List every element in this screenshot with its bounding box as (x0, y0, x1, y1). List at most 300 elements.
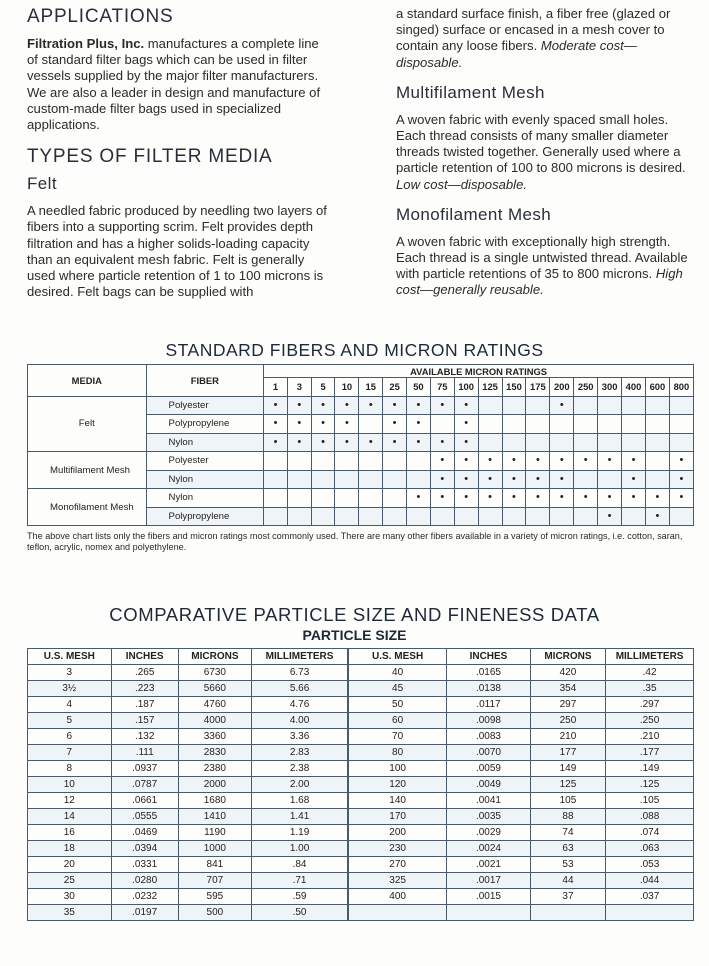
empty-cell (359, 415, 383, 434)
particle-cell: .71 (252, 873, 349, 889)
available-dot: • (287, 415, 311, 434)
empty-cell (311, 507, 335, 526)
particle-cell: 2.83 (252, 745, 349, 761)
particle-row (28, 729, 694, 745)
particle-cell: .250 (606, 713, 694, 729)
felt-continued-text: a standard surface finish, a fiber free (glazed or singed) surface or encased in a mesh cover to contain any loose fibers. (396, 6, 671, 54)
particle-cell: 70 (348, 729, 447, 745)
empty-cell (550, 507, 574, 526)
particle-cell: 4 (28, 697, 112, 713)
fiber-cell: Polyester (146, 396, 264, 415)
particle-cell: 1.19 (252, 825, 349, 841)
particle-cell: .0280 (111, 873, 178, 889)
empty-cell (502, 433, 526, 452)
particle-row (28, 857, 694, 873)
available-dot: • (335, 433, 359, 452)
rating-header: 100 (454, 378, 478, 397)
particle-cell: 10 (28, 777, 112, 793)
particle-cell: 53 (530, 857, 605, 873)
rating-header: 50 (407, 378, 431, 397)
available-dot: • (335, 415, 359, 434)
available-dot: • (454, 415, 478, 434)
particle-cell: 2.00 (252, 777, 349, 793)
fibers-table-body (28, 396, 694, 526)
particle-cell: 177 (530, 745, 605, 761)
available-dot: • (526, 489, 550, 508)
particle-cell: .35 (606, 681, 694, 697)
rating-header: 175 (526, 378, 550, 397)
monofilament-cost: High cost—generally reusable. (396, 266, 683, 298)
empty-cell (645, 452, 669, 471)
particle-cell: .0098 (447, 713, 531, 729)
available-dot: • (645, 489, 669, 508)
particle-column-header: INCHES (111, 649, 178, 665)
particle-cell: .210 (606, 729, 694, 745)
particle-cell: .157 (111, 713, 178, 729)
particle-cell: 25 (28, 873, 112, 889)
particle-cell: .0937 (111, 761, 178, 777)
empty-cell (264, 470, 288, 489)
empty-cell (359, 507, 383, 526)
fiber-cell: Nylon (146, 489, 264, 508)
particle-cell: .0787 (111, 777, 178, 793)
empty-cell (598, 470, 622, 489)
available-dot: • (287, 433, 311, 452)
particle-cell: 1.41 (252, 809, 349, 825)
particle-cell: .0029 (447, 825, 531, 841)
particle-cell: 2380 (178, 761, 251, 777)
particle-cell: 16 (28, 825, 112, 841)
available-dot: • (478, 470, 502, 489)
available-dot: • (335, 396, 359, 415)
particle-header-row (28, 649, 694, 665)
particle-cell: .0331 (111, 857, 178, 873)
empty-cell (478, 415, 502, 434)
particle-cell: 1000 (178, 841, 251, 857)
particle-cell: .0469 (111, 825, 178, 841)
particle-cell: 18 (28, 841, 112, 857)
empty-cell (622, 507, 646, 526)
particle-cell: 1.00 (252, 841, 349, 857)
fiber-row (28, 452, 694, 471)
particle-cell: .0059 (447, 761, 531, 777)
particle-cell: .0017 (447, 873, 531, 889)
particle-cell: .0024 (447, 841, 531, 857)
particle-table (27, 648, 694, 921)
multifilament-text: A woven fabric with evenly spaced small holes. Each thread consists of many smaller diameter threads twisted together. Generally used where a particle retention of 100 to 800 microns is desired. (396, 111, 686, 176)
particle-cell: 60 (348, 713, 447, 729)
particle-column-header: MILLIMETERS (606, 649, 694, 665)
empty-cell (669, 507, 693, 526)
empty-cell (669, 433, 693, 452)
monofilament-paragraph (396, 234, 696, 299)
empty-cell (502, 396, 526, 415)
particle-cell: 125 (530, 777, 605, 793)
fiber-row (28, 396, 694, 415)
particle-cell: 100 (348, 761, 447, 777)
available-dot: • (526, 452, 550, 471)
ratings-column-header: AVAILABLE MICRON RATINGS (264, 365, 694, 378)
particle-cell: 37 (530, 889, 605, 905)
particle-cell (348, 905, 447, 921)
particle-cell (530, 905, 605, 921)
empty-cell (645, 396, 669, 415)
empty-cell (359, 489, 383, 508)
particle-cell: 50 (348, 697, 447, 713)
rating-header: 5 (311, 378, 335, 397)
particle-cell: 3 (28, 665, 112, 681)
empty-cell (287, 452, 311, 471)
empty-cell (550, 415, 574, 434)
empty-cell (454, 507, 478, 526)
available-dot: • (478, 452, 502, 471)
rating-header: 1 (264, 378, 288, 397)
particle-cell: .0197 (111, 905, 178, 921)
particle-cell: .0049 (447, 777, 531, 793)
particle-cell: 250 (530, 713, 605, 729)
empty-cell (407, 507, 431, 526)
particle-row (28, 697, 694, 713)
particle-cell (447, 905, 531, 921)
media-column-header: MEDIA (28, 365, 147, 397)
felt-text: A needled fabric produced by needling two layers of fibers into a supporting scrim. Felt provides depth filtration and has a higher solids-loading capacity than an equivalent mesh fabric. Felt is generally used where particle retention of 1 to 100 microns is desired. Felt bags can be supplied with (27, 203, 327, 300)
right-column (396, 0, 701, 299)
particle-column-header: U.S. MESH (28, 649, 112, 665)
particle-cell: .0070 (447, 745, 531, 761)
available-dot: • (454, 489, 478, 508)
empty-cell (311, 489, 335, 508)
rating-header: 800 (669, 378, 693, 397)
rating-header: 125 (478, 378, 502, 397)
felt-continued (396, 6, 696, 71)
empty-cell (574, 507, 598, 526)
available-dot: • (430, 433, 454, 452)
available-dot: • (645, 507, 669, 526)
particle-cell: .132 (111, 729, 178, 745)
particle-cell: .0035 (447, 809, 531, 825)
empty-cell (264, 507, 288, 526)
particle-row (28, 825, 694, 841)
empty-cell (645, 470, 669, 489)
particle-cell: 297 (530, 697, 605, 713)
particle-table-title: COMPARATIVE PARTICLE SIZE AND FINENESS DATA (109, 604, 600, 625)
particle-cell: 420 (530, 665, 605, 681)
empty-cell (574, 396, 598, 415)
rating-header: 150 (502, 378, 526, 397)
media-cell: Monofilament Mesh (28, 489, 147, 526)
particle-cell: 170 (348, 809, 447, 825)
empty-cell (669, 415, 693, 434)
particle-cell: .0138 (447, 681, 531, 697)
available-dot: • (359, 396, 383, 415)
available-dot: • (669, 489, 693, 508)
empty-cell (287, 470, 311, 489)
particle-cell: .223 (111, 681, 178, 697)
particle-cell: 80 (348, 745, 447, 761)
empty-cell (407, 470, 431, 489)
particle-cell: 5 (28, 713, 112, 729)
particle-cell: 4000 (178, 713, 251, 729)
particle-cell: 1680 (178, 793, 251, 809)
empty-cell (598, 396, 622, 415)
available-dot: • (383, 415, 407, 434)
particle-cell: .0555 (111, 809, 178, 825)
empty-cell (311, 470, 335, 489)
available-dot: • (574, 489, 598, 508)
particle-cell: 707 (178, 873, 251, 889)
fiber-cell: Polyester (146, 452, 264, 471)
particle-cell: 7 (28, 745, 112, 761)
empty-cell (622, 415, 646, 434)
particle-row (28, 809, 694, 825)
empty-cell (669, 396, 693, 415)
particle-row (28, 665, 694, 681)
empty-cell (430, 415, 454, 434)
particle-cell: 20 (28, 857, 112, 873)
particle-cell: .044 (606, 873, 694, 889)
empty-cell (335, 507, 359, 526)
particle-cell: .0394 (111, 841, 178, 857)
available-dot: • (430, 452, 454, 471)
available-dot: • (478, 489, 502, 508)
particle-cell: 354 (530, 681, 605, 697)
empty-cell (478, 396, 502, 415)
particle-cell: .074 (606, 825, 694, 841)
available-dot: • (622, 489, 646, 508)
available-dot: • (550, 452, 574, 471)
available-dot: • (407, 433, 431, 452)
particle-cell: 6 (28, 729, 112, 745)
available-dot: • (550, 470, 574, 489)
particle-cell: 74 (530, 825, 605, 841)
available-dot: • (622, 452, 646, 471)
particle-column-header: MICRONS (530, 649, 605, 665)
particle-cell: .063 (606, 841, 694, 857)
rating-header: 300 (598, 378, 622, 397)
empty-cell (598, 433, 622, 452)
available-dot: • (502, 452, 526, 471)
particle-cell: .265 (111, 665, 178, 681)
empty-cell (645, 415, 669, 434)
available-dot: • (669, 452, 693, 471)
empty-cell (264, 489, 288, 508)
rating-header: 250 (574, 378, 598, 397)
particle-cell (606, 905, 694, 921)
particle-cell: 88 (530, 809, 605, 825)
particle-cell: .0083 (447, 729, 531, 745)
empty-cell (550, 433, 574, 452)
particle-column-header: INCHES (447, 649, 531, 665)
available-dot: • (598, 489, 622, 508)
empty-cell (645, 433, 669, 452)
empty-cell (526, 396, 550, 415)
particle-cell: 2830 (178, 745, 251, 761)
particle-table-body (28, 665, 694, 921)
types-heading: TYPES OF FILTER MEDIA (27, 146, 273, 168)
particle-cell: 210 (530, 729, 605, 745)
rating-header: 10 (335, 378, 359, 397)
available-dot: • (264, 415, 288, 434)
company-name: Filtration Plus, Inc. (27, 36, 145, 51)
available-dot: • (311, 415, 335, 434)
particle-cell: .111 (111, 745, 178, 761)
empty-cell (311, 452, 335, 471)
particle-cell: 595 (178, 889, 251, 905)
particle-cell: 120 (348, 777, 447, 793)
particle-row (28, 745, 694, 761)
particle-cell: .0232 (111, 889, 178, 905)
particle-cell: 35 (28, 905, 112, 921)
particle-cell: .0117 (447, 697, 531, 713)
fiber-cell: Nylon (146, 470, 264, 489)
particle-column-header: MICRONS (178, 649, 251, 665)
particle-cell: 1.68 (252, 793, 349, 809)
empty-cell (407, 452, 431, 471)
left-column (27, 0, 337, 300)
particle-cell: .297 (606, 697, 694, 713)
fibers-table (27, 364, 694, 526)
particle-cell: 1190 (178, 825, 251, 841)
multifilament-paragraph (396, 112, 696, 193)
particle-cell: 6.73 (252, 665, 349, 681)
fibers-table-note: The above chart lists only the fibers and micron ratings most commonly used. There are many other fibers available in a variety of micron ratings, i.e. cotton, saran, teflon, acrylic, nomex and polyethylene. (27, 531, 683, 552)
empty-cell (478, 433, 502, 452)
fibers-table-title: STANDARD FIBERS AND MICRON RATINGS (165, 340, 544, 360)
particle-row (28, 761, 694, 777)
particle-cell: 5660 (178, 681, 251, 697)
fiber-row (28, 489, 694, 508)
particle-column-header: MILLIMETERS (252, 649, 349, 665)
felt-heading: Felt (27, 174, 57, 194)
empty-cell (622, 396, 646, 415)
particle-cell: 14 (28, 809, 112, 825)
available-dot: • (550, 396, 574, 415)
rating-header: 25 (383, 378, 407, 397)
particle-cell: .0661 (111, 793, 178, 809)
available-dot: • (264, 396, 288, 415)
particle-cell: 40 (348, 665, 447, 681)
empty-cell (622, 433, 646, 452)
particle-cell: .0015 (447, 889, 531, 905)
available-dot: • (598, 452, 622, 471)
particle-cell: 230 (348, 841, 447, 857)
available-dot: • (430, 470, 454, 489)
empty-cell (264, 452, 288, 471)
rating-header: 400 (622, 378, 646, 397)
particle-cell: 4.76 (252, 697, 349, 713)
particle-cell: 5.66 (252, 681, 349, 697)
available-dot: • (311, 433, 335, 452)
empty-cell (574, 433, 598, 452)
available-dot: • (407, 489, 431, 508)
available-dot: • (407, 396, 431, 415)
particle-cell: 1410 (178, 809, 251, 825)
multifilament-cost: Low cost—disposable. (396, 176, 528, 192)
particle-cell: 105 (530, 793, 605, 809)
particle-cell: .42 (606, 665, 694, 681)
fiber-cell: Nylon (146, 433, 264, 452)
particle-table-subtitle: PARTICLE SIZE (302, 627, 407, 643)
empty-cell (335, 489, 359, 508)
particle-column-header: U.S. MESH (348, 649, 447, 665)
particle-row (28, 841, 694, 857)
monofilament-heading: Monofilament Mesh (396, 204, 552, 224)
particle-cell: 6730 (178, 665, 251, 681)
rating-header: 200 (550, 378, 574, 397)
particle-cell: 270 (348, 857, 447, 873)
available-dot: • (287, 396, 311, 415)
particle-cell: 3360 (178, 729, 251, 745)
particle-row (28, 873, 694, 889)
particle-cell: 841 (178, 857, 251, 873)
particle-cell: 400 (348, 889, 447, 905)
empty-cell (287, 489, 311, 508)
available-dot: • (430, 396, 454, 415)
empty-cell (526, 415, 550, 434)
empty-cell (502, 415, 526, 434)
particle-cell: .0021 (447, 857, 531, 873)
particle-cell: 200 (348, 825, 447, 841)
applications-heading: APPLICATIONS (27, 6, 174, 27)
monofilament-text: A woven fabric with exceptionally high strength. Each thread is a single untwisted thread. Available with particle retentions of 35 to 800 microns. (396, 233, 688, 282)
particle-row (28, 681, 694, 697)
particle-cell: 44 (530, 873, 605, 889)
particle-cell: 3½ (28, 681, 112, 697)
available-dot: • (622, 470, 646, 489)
empty-cell (430, 507, 454, 526)
available-dot: • (407, 415, 431, 434)
particle-cell: 140 (348, 793, 447, 809)
particle-cell: 149 (530, 761, 605, 777)
available-dot: • (574, 452, 598, 471)
particle-row (28, 793, 694, 809)
empty-cell (359, 452, 383, 471)
empty-cell (383, 507, 407, 526)
particle-cell: 2000 (178, 777, 251, 793)
available-dot: • (598, 507, 622, 526)
available-dot: • (359, 433, 383, 452)
particle-cell: 4.00 (252, 713, 349, 729)
available-dot: • (454, 396, 478, 415)
multifilament-heading: Multifilament Mesh (396, 82, 545, 102)
particle-cell: .84 (252, 857, 349, 873)
particle-cell: 12 (28, 793, 112, 809)
available-dot: • (669, 470, 693, 489)
particle-cell: 4760 (178, 697, 251, 713)
particle-cell: 325 (348, 873, 447, 889)
empty-cell (383, 489, 407, 508)
empty-cell (383, 452, 407, 471)
particle-cell: 2.38 (252, 761, 349, 777)
particle-row (28, 777, 694, 793)
empty-cell (478, 507, 502, 526)
available-dot: • (502, 489, 526, 508)
available-dot: • (430, 489, 454, 508)
media-cell: Multifilament Mesh (28, 452, 147, 489)
particle-cell: 63 (530, 841, 605, 857)
particle-cell: .105 (606, 793, 694, 809)
available-dot: • (526, 470, 550, 489)
empty-cell (359, 470, 383, 489)
particle-cell: .59 (252, 889, 349, 905)
empty-cell (598, 415, 622, 434)
rating-header: 75 (430, 378, 454, 397)
empty-cell (502, 507, 526, 526)
particle-cell: .0041 (447, 793, 531, 809)
particle-cell: .037 (606, 889, 694, 905)
particle-cell: .177 (606, 745, 694, 761)
particle-cell: 500 (178, 905, 251, 921)
